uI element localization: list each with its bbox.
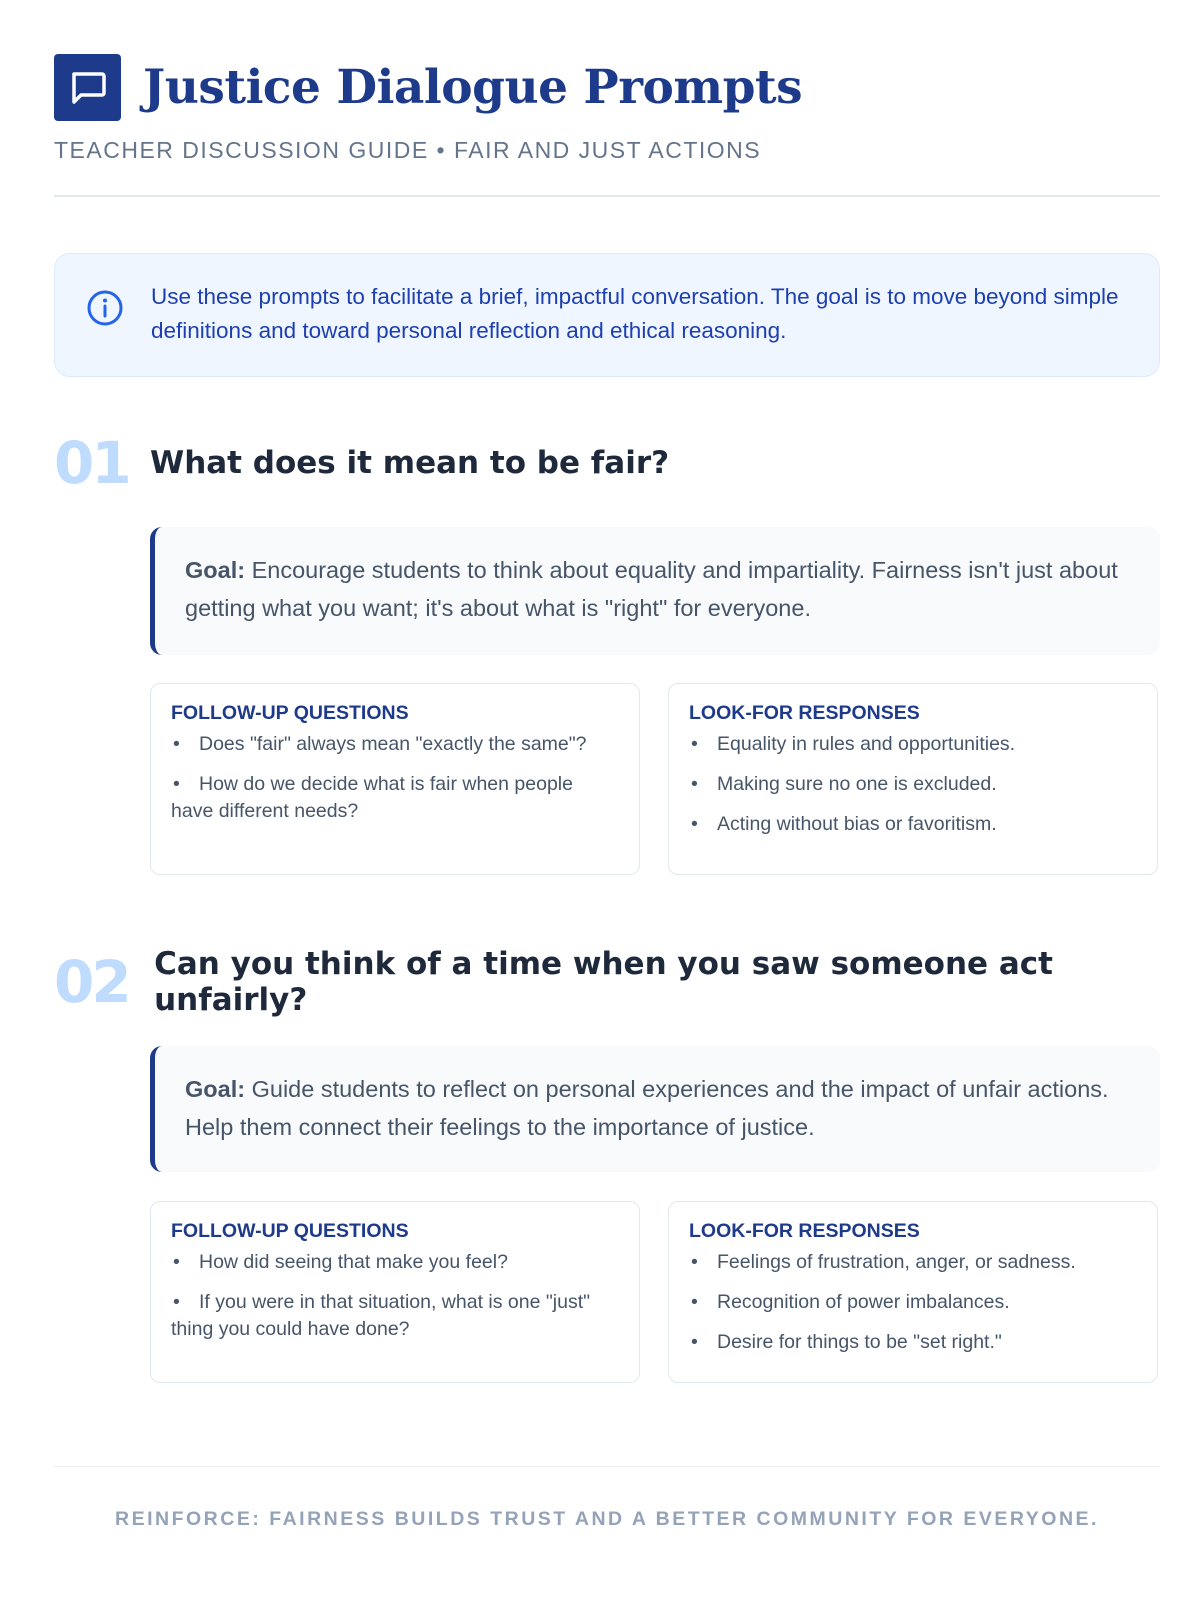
- goal-box: [150, 527, 1160, 655]
- lookfor-card: [668, 683, 1158, 875]
- list-item: • Acting without bias or favoritism.: [691, 813, 997, 835]
- goal-label: Goal:: [185, 557, 246, 583]
- title-row: [54, 54, 1160, 121]
- followup-card: [150, 1201, 640, 1383]
- lookfor-title: LOOK-FOR RESPONSES: [689, 702, 920, 724]
- followup-title: FOLLOW-UP QUESTIONS: [171, 1220, 409, 1242]
- prompt-section-1: [54, 429, 1160, 835]
- section-heading: [54, 429, 1160, 497]
- section-number: 01: [54, 429, 129, 497]
- list-item: • Recognition of power imbalances.: [691, 1291, 1010, 1313]
- section-question: Can you think of a time when you saw someone act unfairly?: [154, 946, 1053, 1018]
- section-question: What does it mean to be fair?: [150, 445, 670, 481]
- info-text: Use these prompts to facilitate a brief, impactful conversation. The goal is to move beyond simple definitions and toward personal reflection and ethical reasoning.: [151, 284, 1119, 343]
- list-item: • Equality in rules and opportunities.: [691, 733, 1016, 755]
- list-item: • Desire for things to be "set right.": [691, 1331, 1002, 1353]
- list-item: • Making sure no one is excluded.: [691, 773, 997, 795]
- header-divider: [54, 195, 1160, 197]
- lookfor-list: [689, 1249, 1137, 1356]
- goal-box: [150, 1046, 1160, 1172]
- goal-label: Goal:: [185, 1076, 246, 1102]
- list-item: • Does "fair" always mean "exactly the same"?: [173, 733, 587, 755]
- goal-text: Guide students to reflect on personal experiences and the impact of unfair actions. Help them connect their feelings to the importance of justice.: [185, 1076, 1109, 1140]
- lookfor-title: LOOK-FOR RESPONSES: [689, 1220, 920, 1242]
- footer-text: REINFORCE: FAIRNESS BUILDS TRUST AND A BETTER COMMUNITY FOR EVERYONE.: [115, 1508, 1099, 1530]
- page-title: Justice Dialogue Prompts: [143, 60, 803, 115]
- section-number: 02: [54, 948, 129, 1016]
- page-header: [54, 54, 1160, 164]
- list-item: • If you were in that situation, what is one "just" thing you could have done?: [171, 1291, 591, 1340]
- followup-list: [171, 731, 619, 825]
- footer-divider: [54, 1466, 1160, 1467]
- followup-title: FOLLOW-UP QUESTIONS: [171, 702, 409, 724]
- info-callout: [54, 253, 1160, 377]
- followup-list: [171, 1249, 619, 1343]
- followup-card: [150, 683, 640, 875]
- section-heading: [54, 946, 1160, 1018]
- prompt-section-2: [54, 946, 1160, 1353]
- list-item: • How do we decide what is fair when people have different needs?: [171, 773, 573, 822]
- list-item: • Feelings of frustration, anger, or sadness.: [691, 1251, 1076, 1273]
- lookfor-list: [689, 731, 1137, 838]
- lookfor-card: [668, 1201, 1158, 1383]
- chat-bubble-icon: [54, 54, 121, 121]
- info-icon: [85, 288, 125, 328]
- page-subtitle: TEACHER DISCUSSION GUIDE • FAIR AND JUST ACTIONS: [54, 137, 762, 163]
- list-item: • How did seeing that make you feel?: [173, 1251, 508, 1273]
- goal-text: Encourage students to think about equality and impartiality. Fairness isn't just about getting what you want; it's about what is "right" for everyone.: [185, 557, 1118, 621]
